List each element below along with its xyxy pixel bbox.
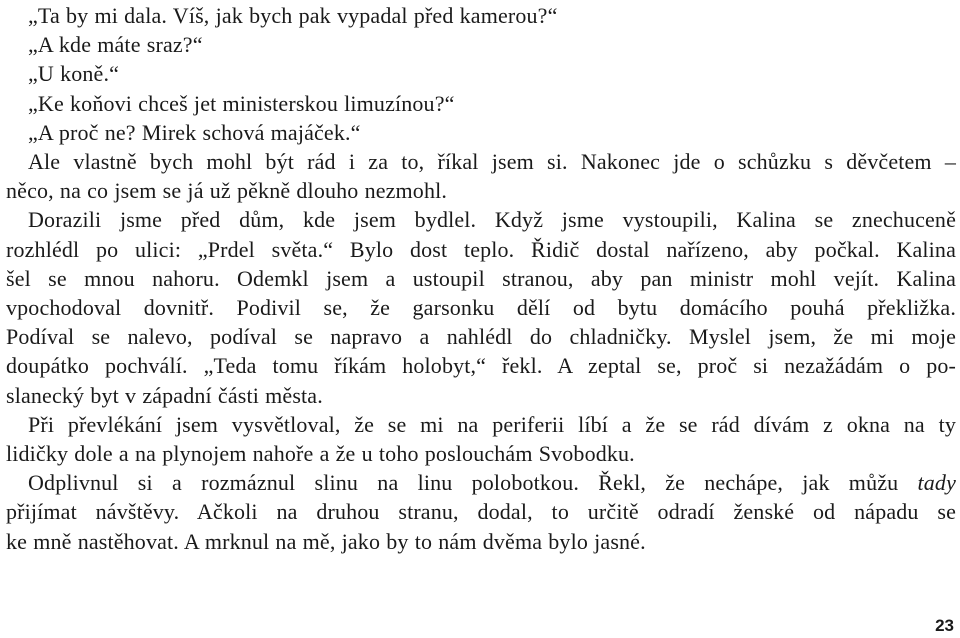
text-line: Dorazili jsme před dům, kde jsem bydlel. Když jsme vystoupili, Kalina se znechuceně <box>28 207 956 233</box>
text-line: Ale vlastně bych mohl být rád i za to, říkal jsem si. Nakonec jde o schůzku s děvčetem – <box>28 149 956 175</box>
text-line: šel se mnou nahoru. Odemkl jsem a ustoupil stranou, aby pan ministr mohl vejít. Kalina <box>6 265 956 291</box>
text-line: něco, na co jsem se já už pěkně dlouho nezmohl. <box>6 178 448 204</box>
paragraph <box>6 30 956 59</box>
page-number: 23 <box>935 616 954 635</box>
text-body <box>6 1 956 556</box>
text-line: vpochodoval dovnitř. Podivil se, že garsonku dělí od bytu domácího pouhá překližka. <box>6 295 956 321</box>
paragraph <box>6 410 956 468</box>
paragraph <box>6 118 956 147</box>
paragraph <box>6 89 956 118</box>
text-line: Při převlékání jsem vysvětloval, že se mi na periferii líbí a že se rád dívám z okna na ty <box>28 411 956 437</box>
text-line: „A proč ne? Mirek schová majáček.“ <box>28 119 361 145</box>
text-line: „A kde máte sraz?“ <box>28 32 203 58</box>
italic-emphasis: tady <box>917 470 956 496</box>
paragraph <box>6 468 956 556</box>
text-line: „U koně.“ <box>28 61 120 87</box>
text-line: přijímat návštěvy. Ačkoli na druhou stranu, dodal, to určitě odradí ženské od nápadu se <box>6 499 956 525</box>
paragraph <box>6 205 956 409</box>
paragraph <box>6 1 956 30</box>
paragraph <box>6 147 956 205</box>
paragraph <box>6 59 956 88</box>
text-line: lidičky dole a na plynojem nahoře a že u toho poslouchám Svobodku. <box>6 441 635 467</box>
text-line: rozhlédl po ulici: „Prdel světa.“ Bylo dost teplo. Řidič dostal nařízeno, aby počkal. Kalina <box>6 236 956 262</box>
text-line: Odplivnul si a rozmáznul slinu na linu polobotkou. Řekl, že nechápe, jak můžu tady <box>28 470 956 496</box>
text-line: slanecký byt v západní části města. <box>6 382 323 408</box>
text-line: ke mně nastěhovat. A mrknul na mě, jako by to nám dvěma bylo jasné. <box>6 528 646 554</box>
text-line: doupátko pochválí. „Teda tomu říkám holobyt,“ řekl. A zeptal se, proč si nezažádám o po- <box>6 353 956 379</box>
text-line: Podíval se nalevo, podíval se napravo a nahlédl do chladničky. Myslel jsem, že mi moje <box>6 324 956 350</box>
text-line: „Ke koňovi chceš jet ministerskou limuzínou?“ <box>28 90 455 116</box>
text-line: „Ta by mi dala. Víš, jak bych pak vypadal před kamerou?“ <box>28 3 558 28</box>
